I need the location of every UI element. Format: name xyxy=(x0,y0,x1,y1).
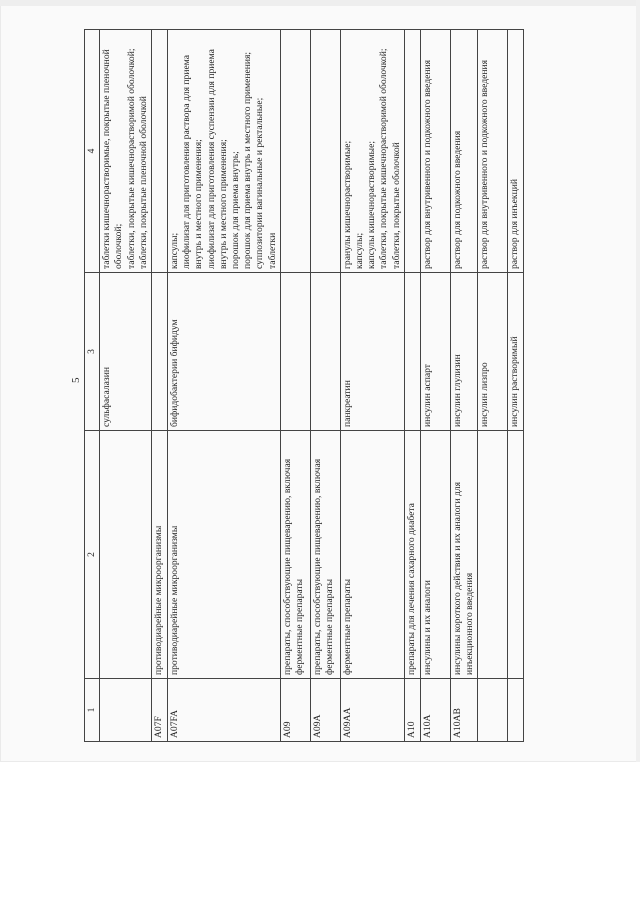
dosage-form: раствор для подкожного введения xyxy=(451,130,463,269)
group-name-cell xyxy=(478,431,508,679)
inn-cell: сульфасалазин xyxy=(100,273,152,431)
dosage-form: капсулы кишечнорастворимые; xyxy=(366,140,378,269)
dosage-forms-cell xyxy=(100,30,152,273)
group-name-cell: противодиарейные микроорганизмы xyxy=(152,431,168,679)
group-name-cell xyxy=(508,431,524,679)
dosage-form: лиофилизат для приготовления раствора для приема внутрь и местного применения; xyxy=(181,55,205,269)
atc-code-cell: A07FA xyxy=(168,679,281,742)
group-name-cell: противодиарейные микроорганизмы xyxy=(168,431,281,679)
dosage-form: таблетки кишечнорастворимые, покрытые пленочной оболочкой; xyxy=(101,49,125,269)
table-row xyxy=(310,30,340,742)
table-row xyxy=(340,30,404,742)
group-name-cell xyxy=(100,431,152,679)
header-cell: 3 xyxy=(85,273,100,431)
drug-table xyxy=(84,29,524,742)
table-row xyxy=(168,30,281,742)
inn-cell: инсулин глулизин xyxy=(450,273,477,431)
dosage-forms-cell xyxy=(168,30,281,273)
scan-edge xyxy=(0,0,640,6)
dosage-form: порошок для приема внутрь; xyxy=(230,151,242,269)
header-cell: 1 xyxy=(85,679,100,742)
dosage-forms-cell xyxy=(450,30,477,273)
dosage-form: капсулы; xyxy=(354,232,366,269)
table-row xyxy=(508,30,524,742)
dosage-forms-cell xyxy=(340,30,404,273)
dosage-forms-cell xyxy=(280,30,310,273)
inn-cell: инсулин растворимый xyxy=(508,273,524,431)
dosage-forms-cell xyxy=(508,30,524,273)
dosage-form: таблетки, покрытые оболочкой xyxy=(390,142,402,269)
atc-code-cell: A09 xyxy=(280,679,310,742)
atc-code-cell: A10A xyxy=(420,679,450,742)
inn-cell: панкреатин xyxy=(340,273,404,431)
dosage-forms-cell xyxy=(310,30,340,273)
dosage-forms-cell xyxy=(404,30,420,273)
atc-code-cell xyxy=(508,679,524,742)
dosage-form: раствор для внутривенного и подкожного введения xyxy=(479,59,491,269)
inn-cell xyxy=(310,273,340,431)
dosage-forms-cell xyxy=(420,30,450,273)
dosage-forms-cell xyxy=(152,30,168,273)
table-body xyxy=(100,30,524,742)
atc-code-cell: A10 xyxy=(404,679,420,742)
inn-cell: инсулин аспарт xyxy=(420,273,450,431)
table-row xyxy=(420,30,450,742)
inn-cell xyxy=(280,273,310,431)
inn-cell: бифидобактерии бифидум xyxy=(168,273,281,431)
dosage-form: капсулы; xyxy=(169,232,181,269)
header-cell: 2 xyxy=(85,431,100,679)
atc-code-cell: A07F xyxy=(152,679,168,742)
header-row xyxy=(85,30,100,742)
atc-code-cell: A10AB xyxy=(450,679,477,742)
table-row xyxy=(280,30,310,742)
dosage-form: раствор для внутривенного и подкожного введения xyxy=(421,59,433,269)
rotated-document xyxy=(84,30,590,742)
group-name-cell: ферментные препараты xyxy=(340,431,404,679)
group-name-cell: инсулины короткого действия и их аналоги для инъекционного введения xyxy=(450,431,477,679)
table-row xyxy=(152,30,168,742)
atc-code-cell: A09A xyxy=(310,679,340,742)
atc-code-cell xyxy=(100,679,152,742)
dosage-form: таблетки, покрытые пленочной оболочкой xyxy=(137,96,149,269)
table-row xyxy=(450,30,477,742)
dosage-form: таблетки, покрытые кишечнорастворимой оболочкой; xyxy=(125,48,137,269)
dosage-form: лиофилизат для приготовления суспензии для приема внутрь и местного применения; xyxy=(205,49,229,269)
group-name-cell: препараты для лечения сахарного диабета xyxy=(404,431,420,679)
inn-cell xyxy=(152,273,168,431)
dosage-form: суппозитории вагинальные и ректальные; xyxy=(254,97,266,269)
table-row xyxy=(100,30,152,742)
dosage-form: гранулы кишечнорастворимые; xyxy=(341,140,353,269)
group-name-cell: инсулины и их аналоги xyxy=(420,431,450,679)
header-cell: 4 xyxy=(85,30,100,273)
group-name-cell: препараты, способствующие пищеварению, включая ферментные препараты xyxy=(280,431,310,679)
scan-edge xyxy=(636,0,640,762)
dosage-form: порошок для приема внутрь и местного применения; xyxy=(242,51,254,269)
inn-cell xyxy=(404,273,420,431)
table-row xyxy=(478,30,508,742)
dosage-forms-cell xyxy=(478,30,508,273)
atc-code-cell xyxy=(478,679,508,742)
atc-code-cell: A09AA xyxy=(340,679,404,742)
dosage-form: раствор для инъекций xyxy=(509,179,521,269)
dosage-form: таблетки, покрытые кишечнорастворимой оболочкой; xyxy=(378,48,390,269)
dosage-form: таблетки xyxy=(266,232,278,269)
group-name-cell: препараты, способствующие пищеварению, включая ферментные препараты xyxy=(310,431,340,679)
table-row xyxy=(404,30,420,742)
page-number: 5 xyxy=(70,377,82,383)
inn-cell: инсулин лизпро xyxy=(478,273,508,431)
